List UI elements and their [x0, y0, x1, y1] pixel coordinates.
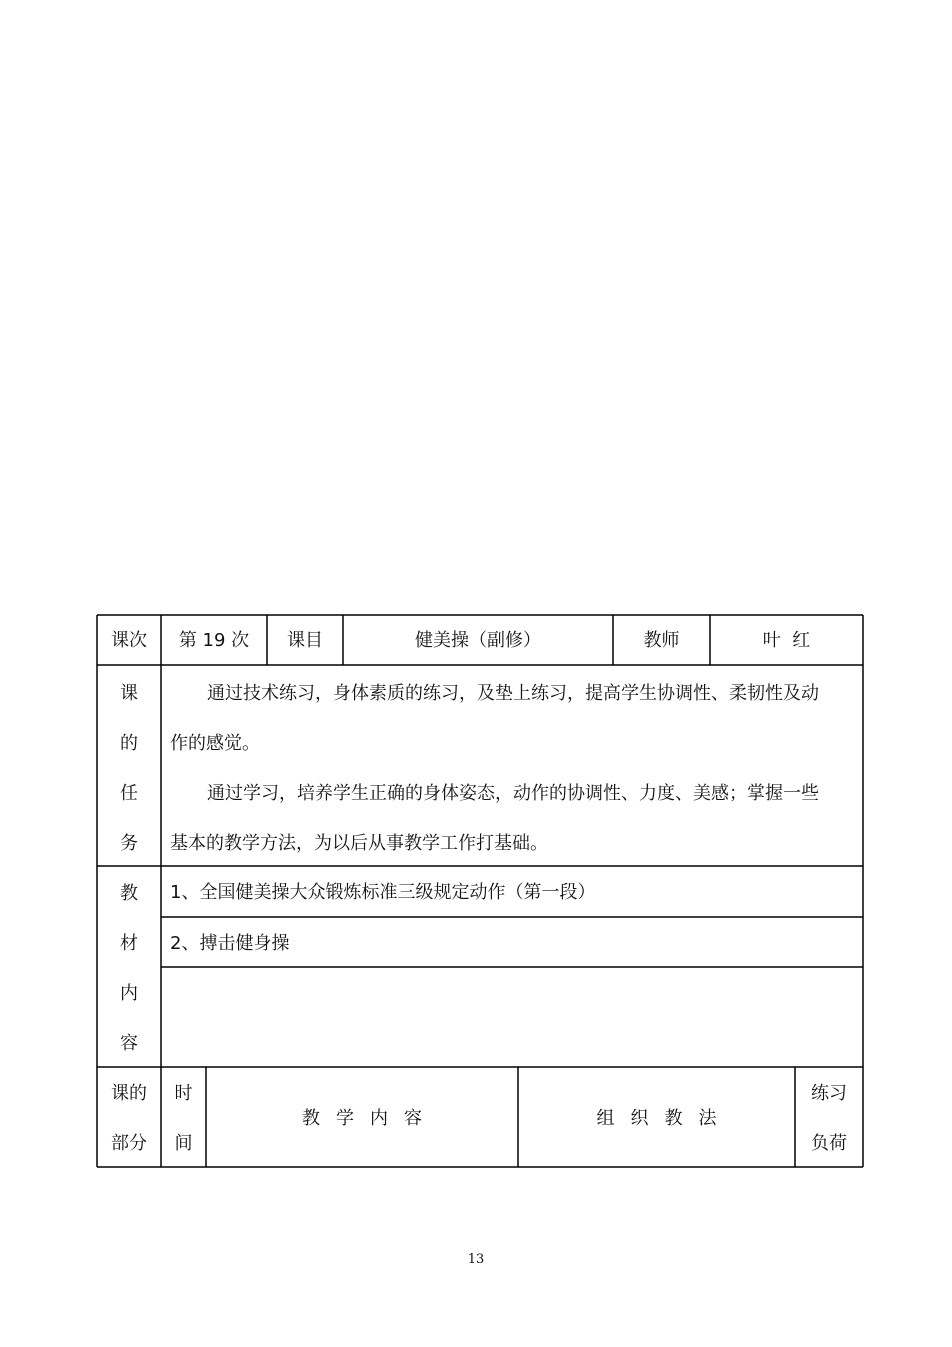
materials-label-char: 内	[120, 983, 138, 1004]
materials-label-char: 材	[120, 933, 138, 954]
tasks-label-char: 务	[120, 833, 138, 854]
teacher-label: 教师	[643, 630, 680, 651]
page-number: 13	[467, 1252, 485, 1267]
part-label-line: 课的	[111, 1083, 147, 1104]
lesson-label: 课次	[111, 630, 147, 651]
material-item: 1、全国健美操大众锻炼标准三级规定动作（第一段）	[170, 882, 596, 903]
tasks-label-char: 的	[120, 733, 138, 754]
lesson-number: 第 19 次	[178, 630, 250, 651]
course-name: 健美操（副修）	[415, 630, 541, 651]
time-label-line: 时	[174, 1083, 193, 1104]
task-line: 基本的教学方法，为以后从事教学工作打基础。	[170, 833, 548, 854]
tasks-label-char: 任	[120, 783, 138, 804]
part-label-line: 部分	[111, 1133, 147, 1154]
materials-label-char: 容	[120, 1033, 138, 1054]
task-line: 作的感觉。	[170, 733, 260, 754]
method-column-header: 组织教法	[596, 1108, 733, 1129]
task-line: 通过学习，培养学生正确的身体姿态，动作的协调性、力度、美感；掌握一些	[207, 783, 819, 804]
task-line: 通过技术练习，身体素质的练习，及垫上练习，提高学生协调性、柔韧性及动	[207, 683, 819, 704]
material-item: 2、搏击健身操	[170, 933, 290, 954]
content-column-header: 教学内容	[302, 1108, 438, 1129]
load-label-line: 负荷	[811, 1133, 847, 1154]
course-label: 课目	[287, 630, 323, 651]
time-label-line: 间	[174, 1133, 193, 1154]
teacher-name: 叶 红	[762, 630, 811, 651]
tasks-label-char: 课	[120, 683, 138, 704]
load-label-line: 练习	[811, 1083, 847, 1104]
materials-label-char: 教	[120, 883, 138, 904]
